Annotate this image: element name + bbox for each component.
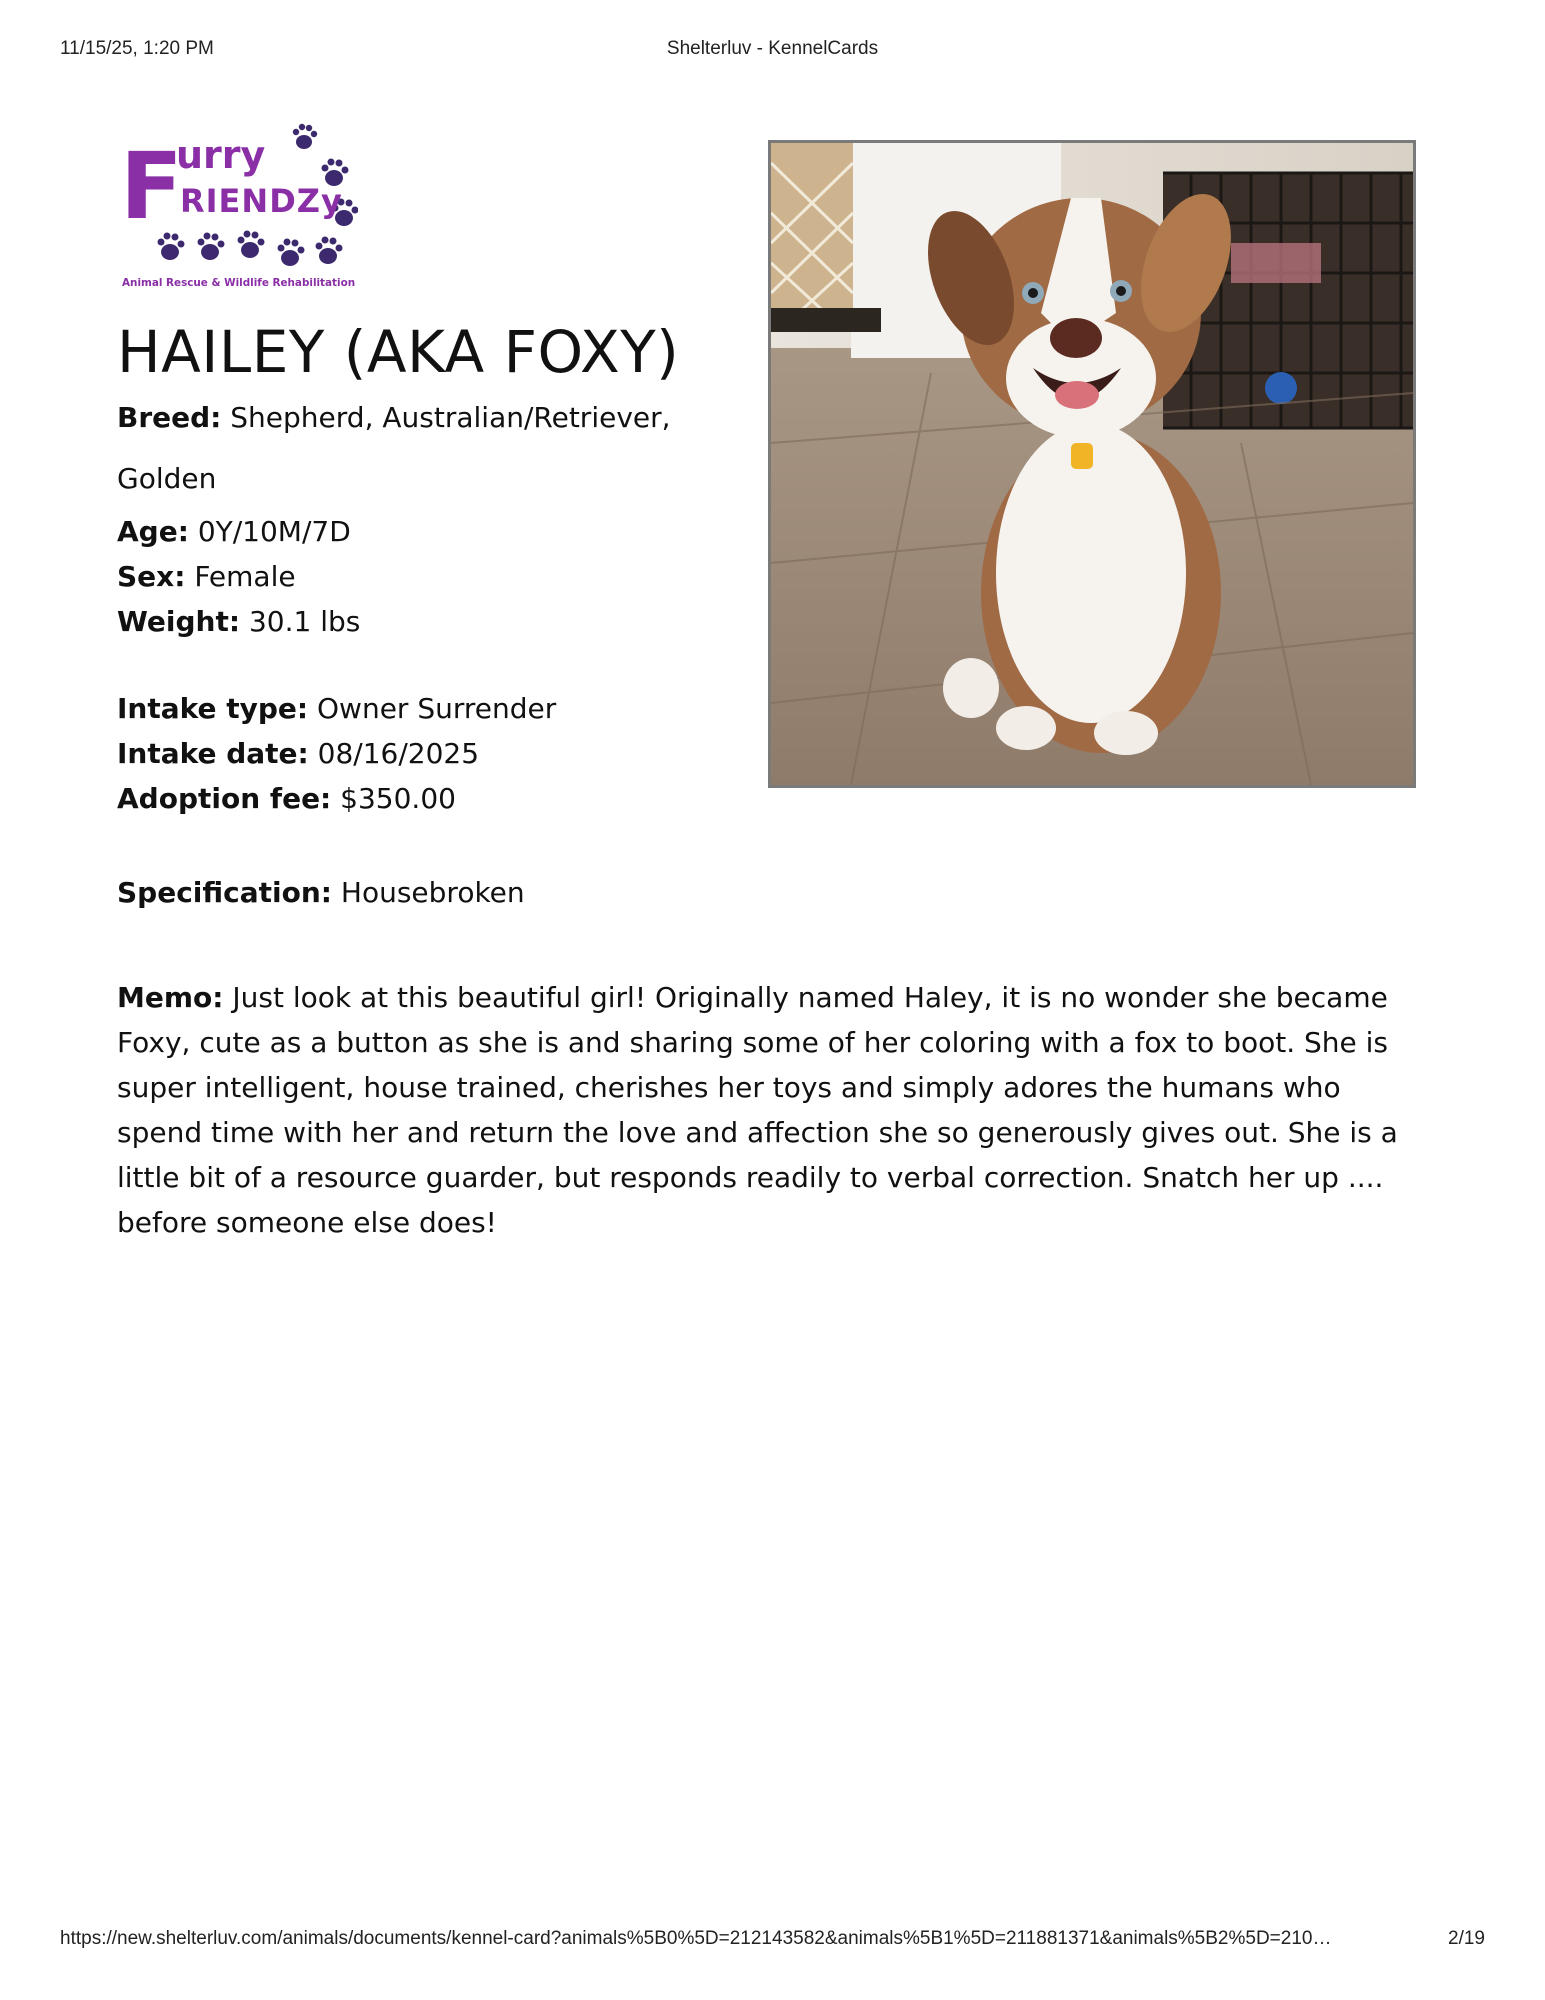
adoption-fee-value: $350.00 (340, 782, 456, 815)
specification-label: Specification: (117, 876, 332, 909)
logo-word-line1: urry (176, 133, 266, 177)
logo-initial: F (120, 133, 183, 240)
memo-block (117, 975, 1407, 1245)
intake-type-row (117, 686, 677, 731)
animal-name: HAILEY (AKA FOXY) (117, 318, 680, 386)
adoption-fee-row (117, 776, 677, 821)
print-url: https://new.shelterluv.com/animals/documents/kennel-card?animals%5B0%5D=212143582&animals%5B1%5D=211881371&animals%5B2%5D=210… (60, 1928, 1332, 1949)
weight-label: Weight: (117, 605, 241, 638)
logo-tagline: Animal Rescue & Wildlife Rehabilitation (122, 277, 356, 289)
breed-value: Shepherd, Australian/Retriever, Golden (117, 401, 671, 495)
weight-row (117, 599, 677, 644)
memo-label: Memo: (117, 981, 224, 1014)
print-header (60, 38, 1485, 62)
intake-date-value: 08/16/2025 (317, 737, 480, 770)
weight-value: 30.1 lbs (248, 605, 361, 638)
age-label: Age: (117, 515, 189, 548)
memo-text: Just look at this beautiful girl! Originally named Haley, it is no wonder she became Foxy, cute as a button as she is and sharing some of her coloring with a fox to boot. She is super intelligent, house trained, cherishes her toys and simply adores the humans who spend time with her and return the love and affection she so generously gives out. She is a little bit of a resource guarder, but responds readily to verbal correction. Snatch her up .... before someone else does! (117, 981, 1398, 1239)
adoption-fee-label: Adoption fee: (117, 782, 332, 815)
logo-word-line2: RIENDZy (180, 182, 343, 220)
animal-details (117, 395, 677, 821)
age-value: 0Y/10M/7D (197, 515, 351, 548)
intake-date-label: Intake date: (117, 737, 309, 770)
intake-type-label: Intake type: (117, 692, 309, 725)
animal-photo (768, 140, 1416, 788)
intake-date-row (117, 731, 677, 776)
rescue-logo (118, 120, 358, 290)
breed-row (117, 387, 677, 509)
print-datetime: 11/15/25, 1:20 PM (60, 38, 214, 59)
print-page-title: Shelterluv - KennelCards (666, 38, 879, 59)
intake-type-value: Owner Surrender (317, 692, 557, 725)
sex-label: Sex: (117, 560, 186, 593)
specification-value: Housebroken (340, 876, 525, 909)
sex-row (117, 554, 677, 599)
age-row (117, 509, 677, 554)
specification-row (117, 870, 525, 915)
print-page-number: 2/19 (1448, 1928, 1485, 1949)
sex-value: Female (194, 560, 296, 593)
breed-label: Breed: (117, 401, 222, 434)
